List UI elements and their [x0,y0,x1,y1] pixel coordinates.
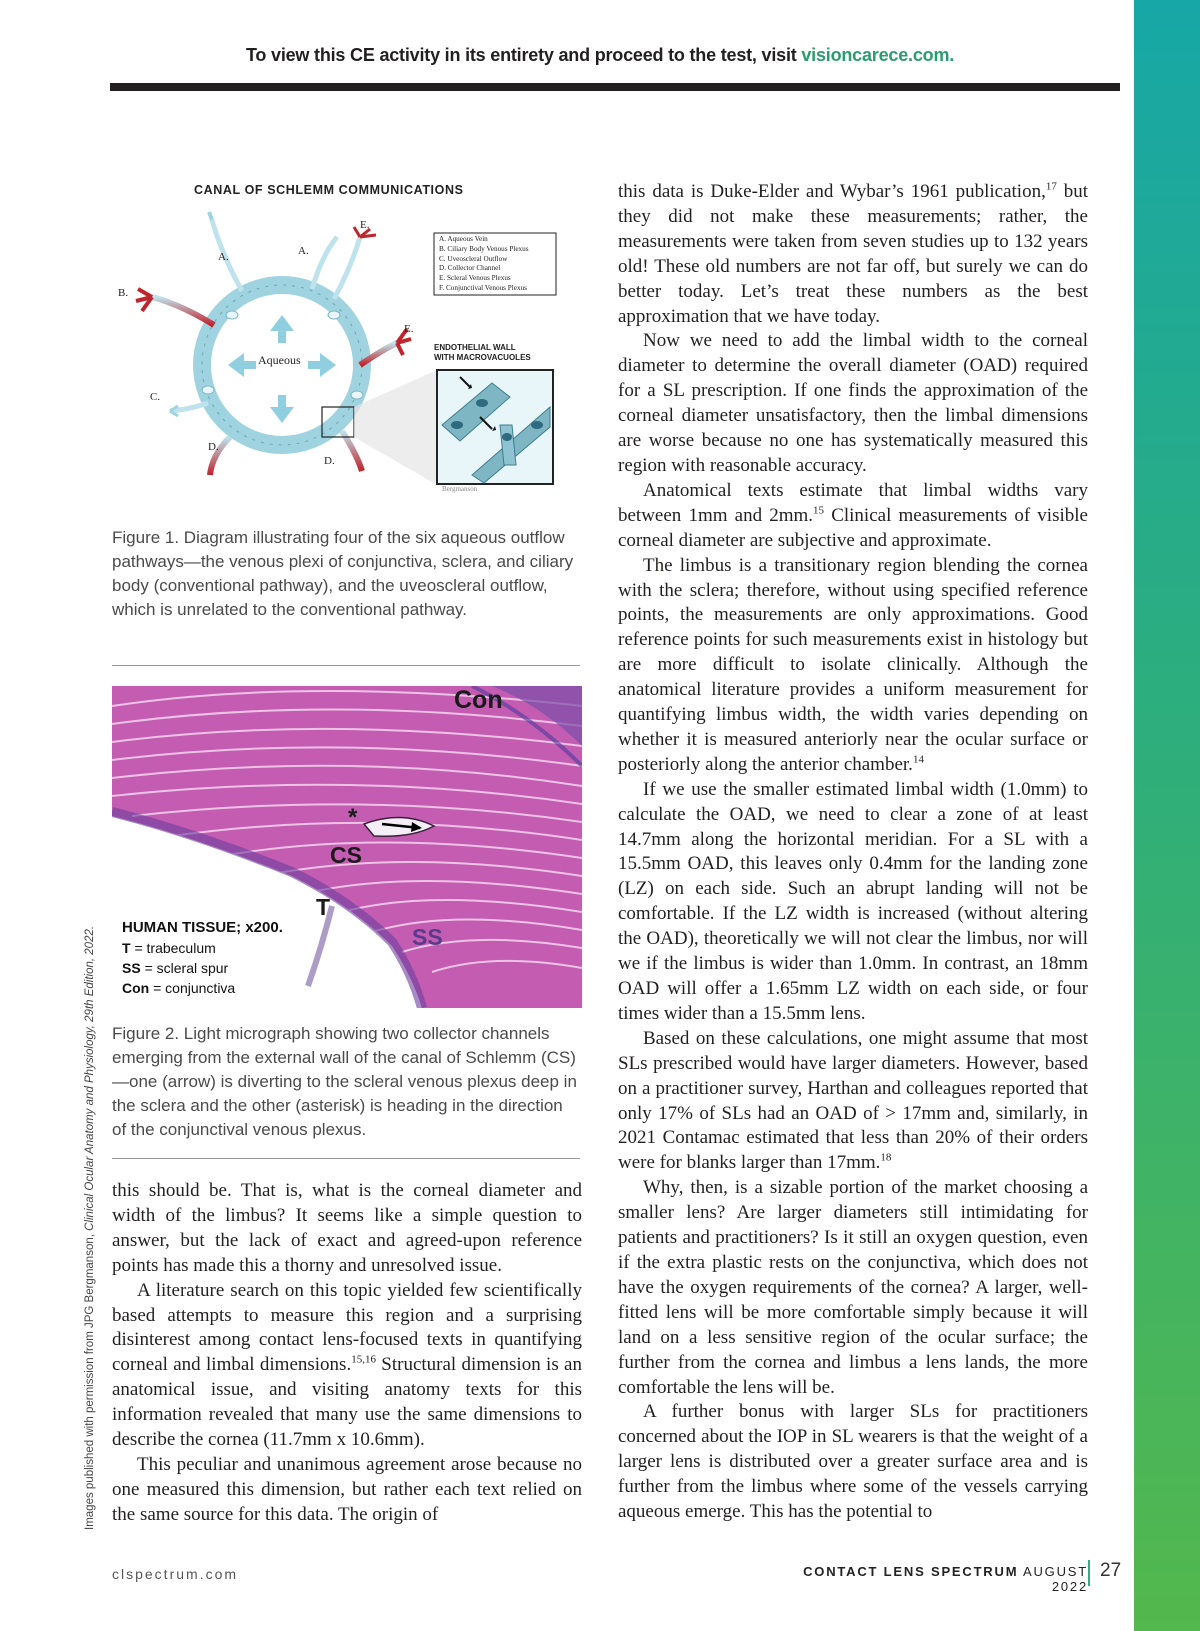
label-t: T [316,894,331,920]
figure-1-diagram [112,175,582,515]
citation: 17 [1045,180,1057,193]
ce-website-link[interactable]: visioncarece.com. [801,45,955,65]
legend-abbr: T [122,940,131,956]
label-cs: CS [330,842,362,868]
paragraph: Now we need to add the limbal width to the corneal diameter to determine the overall diameter (OAD) required for a SL prescription. If one finds the approximation of the corneal diameter unsatisfactory, then the limbal dimensions are worse because no one has systematically measured this region with reasonable accuracy. [618,330,1088,476]
key-item: E. Scleral Venous Plexus [439,274,511,283]
label-b: B. [118,287,129,299]
figure-1-title: CANAL OF SCHLEMM COMMUNICATIONS [194,183,464,197]
legend-item [122,958,332,978]
flow-arrow-up [270,315,294,343]
label-e-top: E. [360,219,370,231]
label-c: C. [150,391,161,403]
citation: 15 [813,504,825,517]
legend-abbr: Con [122,980,150,996]
vessel-a-right [312,237,337,289]
label-e-right: E. [404,323,414,335]
key-item: C. Uveoscleral Outflow [439,254,508,263]
footer-publication [770,1564,1088,1594]
page-number: 27 [1100,1560,1122,1581]
paragraph: Anatomical texts estimate that limbal widths vary between 1mm and 2mm.$^{15}$ Clinical measurements of visible corneal diameter are subjective and approximate. [618,479,1088,551]
figure-1-caption: Figure 1. Diagram illustrating four of the six aqueous outflow pathways—the venous plexi of conjunctiva, sclera, and ciliary body (conventional pathway), and the uveoscleral outflow, which is unrelated to the conventional pathway. [112,528,574,619]
key-item: B. Ciliary Body Venous Plexus [439,244,529,253]
footer-site[interactable]: clspectrum.com [112,1566,239,1582]
paragraph: The limbus is a transitionary region blending the cornea with the sclera; therefore, without using specified reference points, the measurements are only approximations. Good reference points for such measurements exist in histology but are more difficult to isolate clinically. Although the anatomical literature provides a uniform measurement for quantifying limbus width, the width varies depending on whether it is measured anteriorly near the ocular surface or posteriorly along the anterior chamber.$^{14}$ [618,554,1088,775]
paragraph: If we use the smaller estimated limbal width (1.0mm) to calculate the OAD, we need to clear a zone of at least 14.7mm along the horizontal meridian. For a SL with a 15.5mm OAD, this leaves only 0.4mm for the landing zone (LZ) on each side. Such an abrupt landing will not be comfortable. If the LZ width is increased (without altering the OAD), theoretically we will not clear the limbus, nor will we if the limbus is wider than 1.0mm. In contrast, an 18mm OAD will offer a 1.65mm LZ width on each side, or four times wider than a 15.5mm lens. [618,778,1088,1024]
footer-divider [1088,1560,1090,1586]
image-credit [84,925,96,1530]
paragraph: this data is Duke-Elder and Wybar’s 1961 publication,$^{17}$ but they did not make these measurements; rather, the measurements were taken from seven studies up to 132 years old! These old numbers are not far off, but surely we can do better today. Let’s treat these numbers as the best approximation that we have today. [618,180,1088,327]
label-aqueous: Aqueous [258,353,301,367]
credit-book: Clinical Ocular Anatomy and Physiology, 29th Edition, 2022. [84,925,96,1231]
paragraph: This peculiar and unanimous agreement arose because no one measured this dimension, but rather each text relied on the same source for this data. The origin of [112,1453,582,1525]
inset-title-line-2: WITH MACROVACUOLES [434,353,531,362]
key-item: A. Aqueous Vein [439,235,488,243]
vessel-b [152,297,214,325]
inset-title-line-1: ENDOTHELIAL WALL [434,343,516,352]
flow-arrow-left [228,353,256,377]
citation: 15,16 [351,1354,376,1367]
right-column-text [618,180,1088,1525]
flow-arrow-right [308,353,336,377]
paragraph: Based on these calculations, one might assume that most SLs prescribed would have larger diameters. However, based on a practitioner survey, Harthan and colleagues reported that only 17% of SLs had an OAD of > 17mm and, similarly, in 2021 Contamac estimated that less than 20% of their orders were for blanks larger than 17mm.$^{18}$ [618,1027,1088,1174]
legend-title: HUMAN TISSUE; x200. [122,919,283,936]
legend-text: = trabeculum [130,940,216,956]
label-a-left: A. [218,251,229,263]
citation: 14 [912,753,924,766]
label-a-right: A. [298,245,309,257]
issue-date: AUGUST 2022 [1018,1564,1088,1594]
legend-item [122,938,332,958]
banner-text: To view this CE activity in its entirety and proceed to the test, visit [245,45,802,65]
figure-1-credit: Bergmanson [442,485,478,493]
citation: 18 [880,1152,892,1165]
paragraph: Why, then, is a sizable portion of the market choosing a smaller lens? Are larger diameters still intimidating for patients and practitioners? Is it still an oxygen question, even if the extra plastic rests on the conjunctiva, which does not have the oxygen requirements of the cornea? A larger, well-fitted lens will be more comfortable simply because it will land on a less sensitive region of the ocular surface; the further from the cornea and limbus a lens lands, the more comfortable the lens will be. [618,1177,1088,1398]
inset-title [434,343,531,363]
label-d-left: D. [208,441,219,453]
legend-text: = conjunctiva [149,980,236,996]
figure-2-caption: Figure 2. Light micrograph showing two collector channels emerging from the external wall of the canal of Schlemm (CS)—one (arrow) is diverting to the scleral venous plexus deep in the sclera and the other (asterisk) is heading in the direction of the conjunctival venous plexus. [112,1024,577,1139]
credit-prefix: Images published with permission from JPG Bergmanson, [84,1230,96,1530]
micrograph-legend [122,918,332,998]
magazine-name: CONTACT LENS SPECTRUM [803,1564,1019,1579]
paragraph: this should be. That is, what is the corneal diameter and width of the limbus? It seems like a simple question to answer, but the lack of exact and agreed-upon reference points has made this a thorny and unresolved issue. [112,1180,582,1276]
caption-divider [112,665,580,666]
header-rule [110,83,1120,91]
legend-text: = scleral spur [140,960,229,976]
figure-key [439,235,557,294]
left-column-text [112,1179,582,1528]
label-d-right: D. [324,455,335,467]
flow-arrow-down [270,395,294,423]
decorative-side-bar [1134,0,1200,1631]
label-ss: SS [412,924,443,950]
legend-abbr: SS [122,960,141,976]
caption-divider [112,1158,580,1159]
ce-banner [90,45,1110,66]
label-con: Con [454,686,503,714]
figure-2-micrograph [112,686,582,1008]
key-item: F. Conjunctival Venous Plexus [439,283,527,292]
paragraph: A further bonus with larger SLs for practitioners concerned about the IOP in SL wearers is that the weight of a larger lens is distributed over a greater surface area and is further from the limbus where some of the vessels carrying aqueous emerge. This has the potential to [618,1401,1088,1523]
key-item: D. Collector Channel [439,264,501,273]
label-asterisk: * [348,804,358,831]
legend-item [122,978,332,998]
paragraph: A literature search on this topic yielded few scientifically based attempts to measure this region and a surprising disinterest among contact lens-focused texts in quantifying corneal and limbal dimensions.$^{15,16}$ Structural dimension is an anatomical issue, and visiting anatomy texts for this information revealed that many use the same dimensions to describe the cornea (11.7mm x 10.6mm). [112,1279,582,1451]
vessel-f [334,237,360,299]
